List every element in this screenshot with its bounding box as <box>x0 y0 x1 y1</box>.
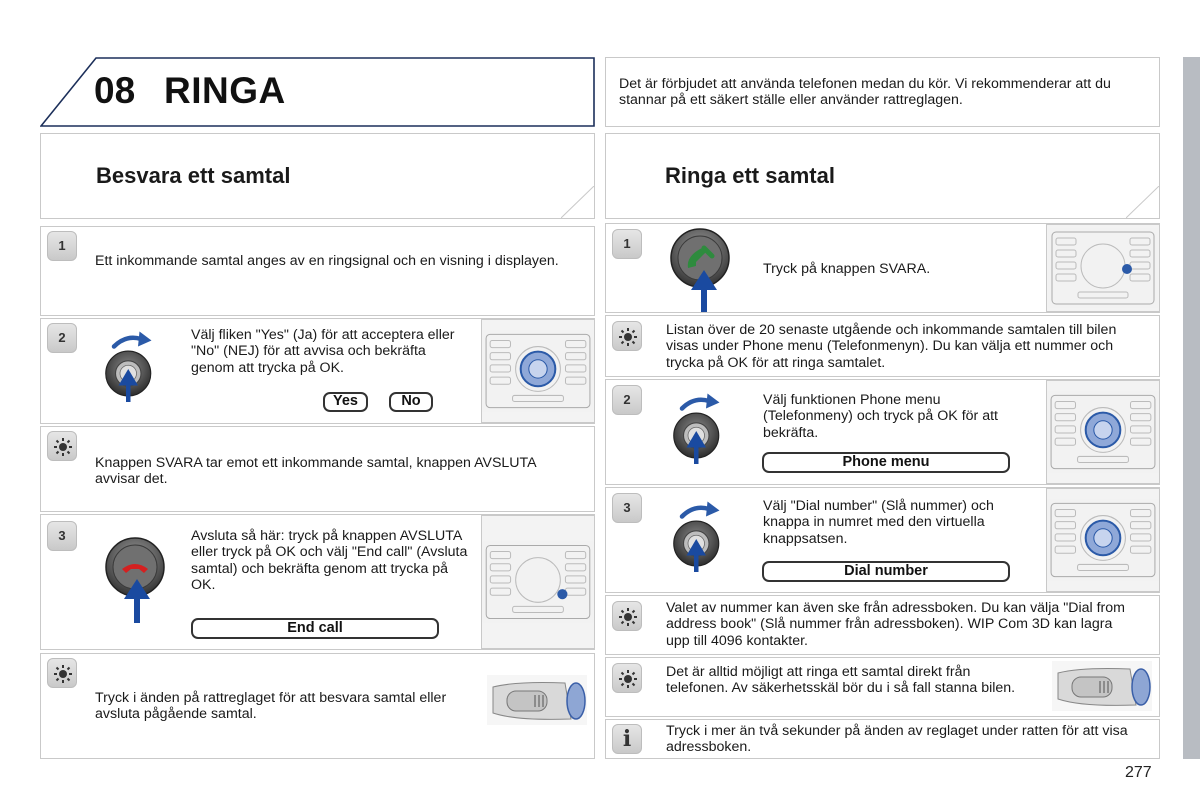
left-step-1 <box>40 226 595 316</box>
right-step-1-text: Tryck på knappen SVARA. <box>763 261 931 277</box>
left-section-title: Besvara ett samtal <box>96 163 291 188</box>
left-step-2-text: Välj fliken "Yes" (Ja) för att acceptera eller "No" (NEJ) för att avvisa och bekräfta genom att trycka på OK. <box>191 327 455 376</box>
console-thumbnail <box>481 515 595 649</box>
lightbulb-icon <box>618 327 638 347</box>
page-side-bar <box>1183 57 1200 759</box>
yes-button[interactable]: Yes <box>323 392 368 412</box>
left-step-1-text: Ett inkommande samtal anges av en ringsignal och en visning i displayen. <box>95 253 559 269</box>
step-number-badge: 1 <box>47 231 77 261</box>
console-thumbnail <box>1046 488 1160 592</box>
chapter-header <box>40 57 595 127</box>
console-thumbnail <box>1046 380 1160 484</box>
step-number-badge: 1 <box>612 229 642 259</box>
steering-stalk-image <box>1052 661 1152 711</box>
info-icon: i <box>612 724 642 754</box>
left-tip-1-text: Knappen SVARA tar emot ett inkommande samtal, knappen AVSLUTA avvisar det. <box>95 455 536 488</box>
right-info-text: Tryck i mer än två sekunder på änden av reglaget under ratten för att visa adressboken. <box>666 723 1128 756</box>
corner-fold <box>1126 186 1160 219</box>
step-number-badge: 2 <box>47 323 77 353</box>
lightbulb-icon <box>618 669 638 689</box>
lightbulb-icon <box>618 607 638 627</box>
right-tip-3-text: Det är alltid möjligt att ringa ett samtal direkt från telefonen. Av säkerhetsskäl bör du i så fall stanna bilen. <box>666 664 1016 697</box>
dial-number-button[interactable]: Dial number <box>762 561 1010 582</box>
end-call-button[interactable]: End call <box>191 618 439 639</box>
right-section-title: Ringa ett samtal <box>665 163 835 188</box>
page-number: 277 <box>1125 764 1152 781</box>
console-thumbnail <box>481 319 595 423</box>
left-tip-2-text: Tryck i änden på rattreglaget för att besvara samtal eller avsluta pågående samtal. <box>95 690 447 723</box>
console-thumbnail <box>1046 224 1160 312</box>
step-number-badge: 2 <box>612 385 642 415</box>
left-step-3-text: Avsluta så här: tryck på knappen AVSLUTA eller tryck på OK och välj "End call" (Avsluta samtal) och bekräfta genom att trycka på OK. <box>191 528 468 594</box>
tip-badge <box>47 431 77 461</box>
step-number-badge: 3 <box>47 521 77 551</box>
tip-badge <box>612 321 642 351</box>
corner-fold <box>561 186 595 219</box>
right-tip-1-text: Listan över de 20 senaste utgående och inkommande samtalen till bilen visas under Phone menu (Telefonmenyn). Du kan välja ett nummer och trycka på OK för att ringa samtalet. <box>666 322 1117 371</box>
tip-badge <box>612 663 642 693</box>
lightbulb-icon <box>53 664 73 684</box>
console-image <box>1047 489 1159 591</box>
tip-badge <box>47 658 77 688</box>
console-image <box>482 320 594 422</box>
answer-button-icon <box>668 226 734 314</box>
chapter-title: RINGA <box>164 70 286 111</box>
phone-menu-button[interactable]: Phone menu <box>762 452 1010 473</box>
warning-text: Det är förbjudet att använda telefonen medan du kör. Vi rekommenderar att du stannar på ett säkert ställe eller använder rattreglagen. <box>619 76 1111 109</box>
lightbulb-icon <box>53 437 73 457</box>
chapter-number: 08 <box>94 70 136 111</box>
control-knob-icon <box>102 316 162 416</box>
right-step-2-text: Välj funktionen Phone menu (Telefonmeny) och tryck på OK för att bekräfta. <box>763 392 998 441</box>
control-knob-icon <box>670 486 730 586</box>
hangup-button-icon <box>104 535 170 625</box>
tip-badge <box>612 601 642 631</box>
control-knob-icon <box>670 378 730 478</box>
console-image <box>1047 225 1159 311</box>
console-image <box>482 516 594 648</box>
steering-stalk-image <box>487 675 587 725</box>
right-tip-2-text: Valet av nummer kan även ske från adressboken. Du kan välja "Dial from address book" (Slå nummer från adressboken). WIP Com 3D kan lagra upp till 4096 kontakter. <box>666 600 1125 649</box>
no-button[interactable]: No <box>389 392 433 412</box>
right-step-3-text: Välj "Dial number" (Slå nummer) och knappa in numret med den virtuella knappsatsen. <box>763 498 994 547</box>
step-number-badge: 3 <box>612 493 642 523</box>
console-image <box>1047 381 1159 483</box>
